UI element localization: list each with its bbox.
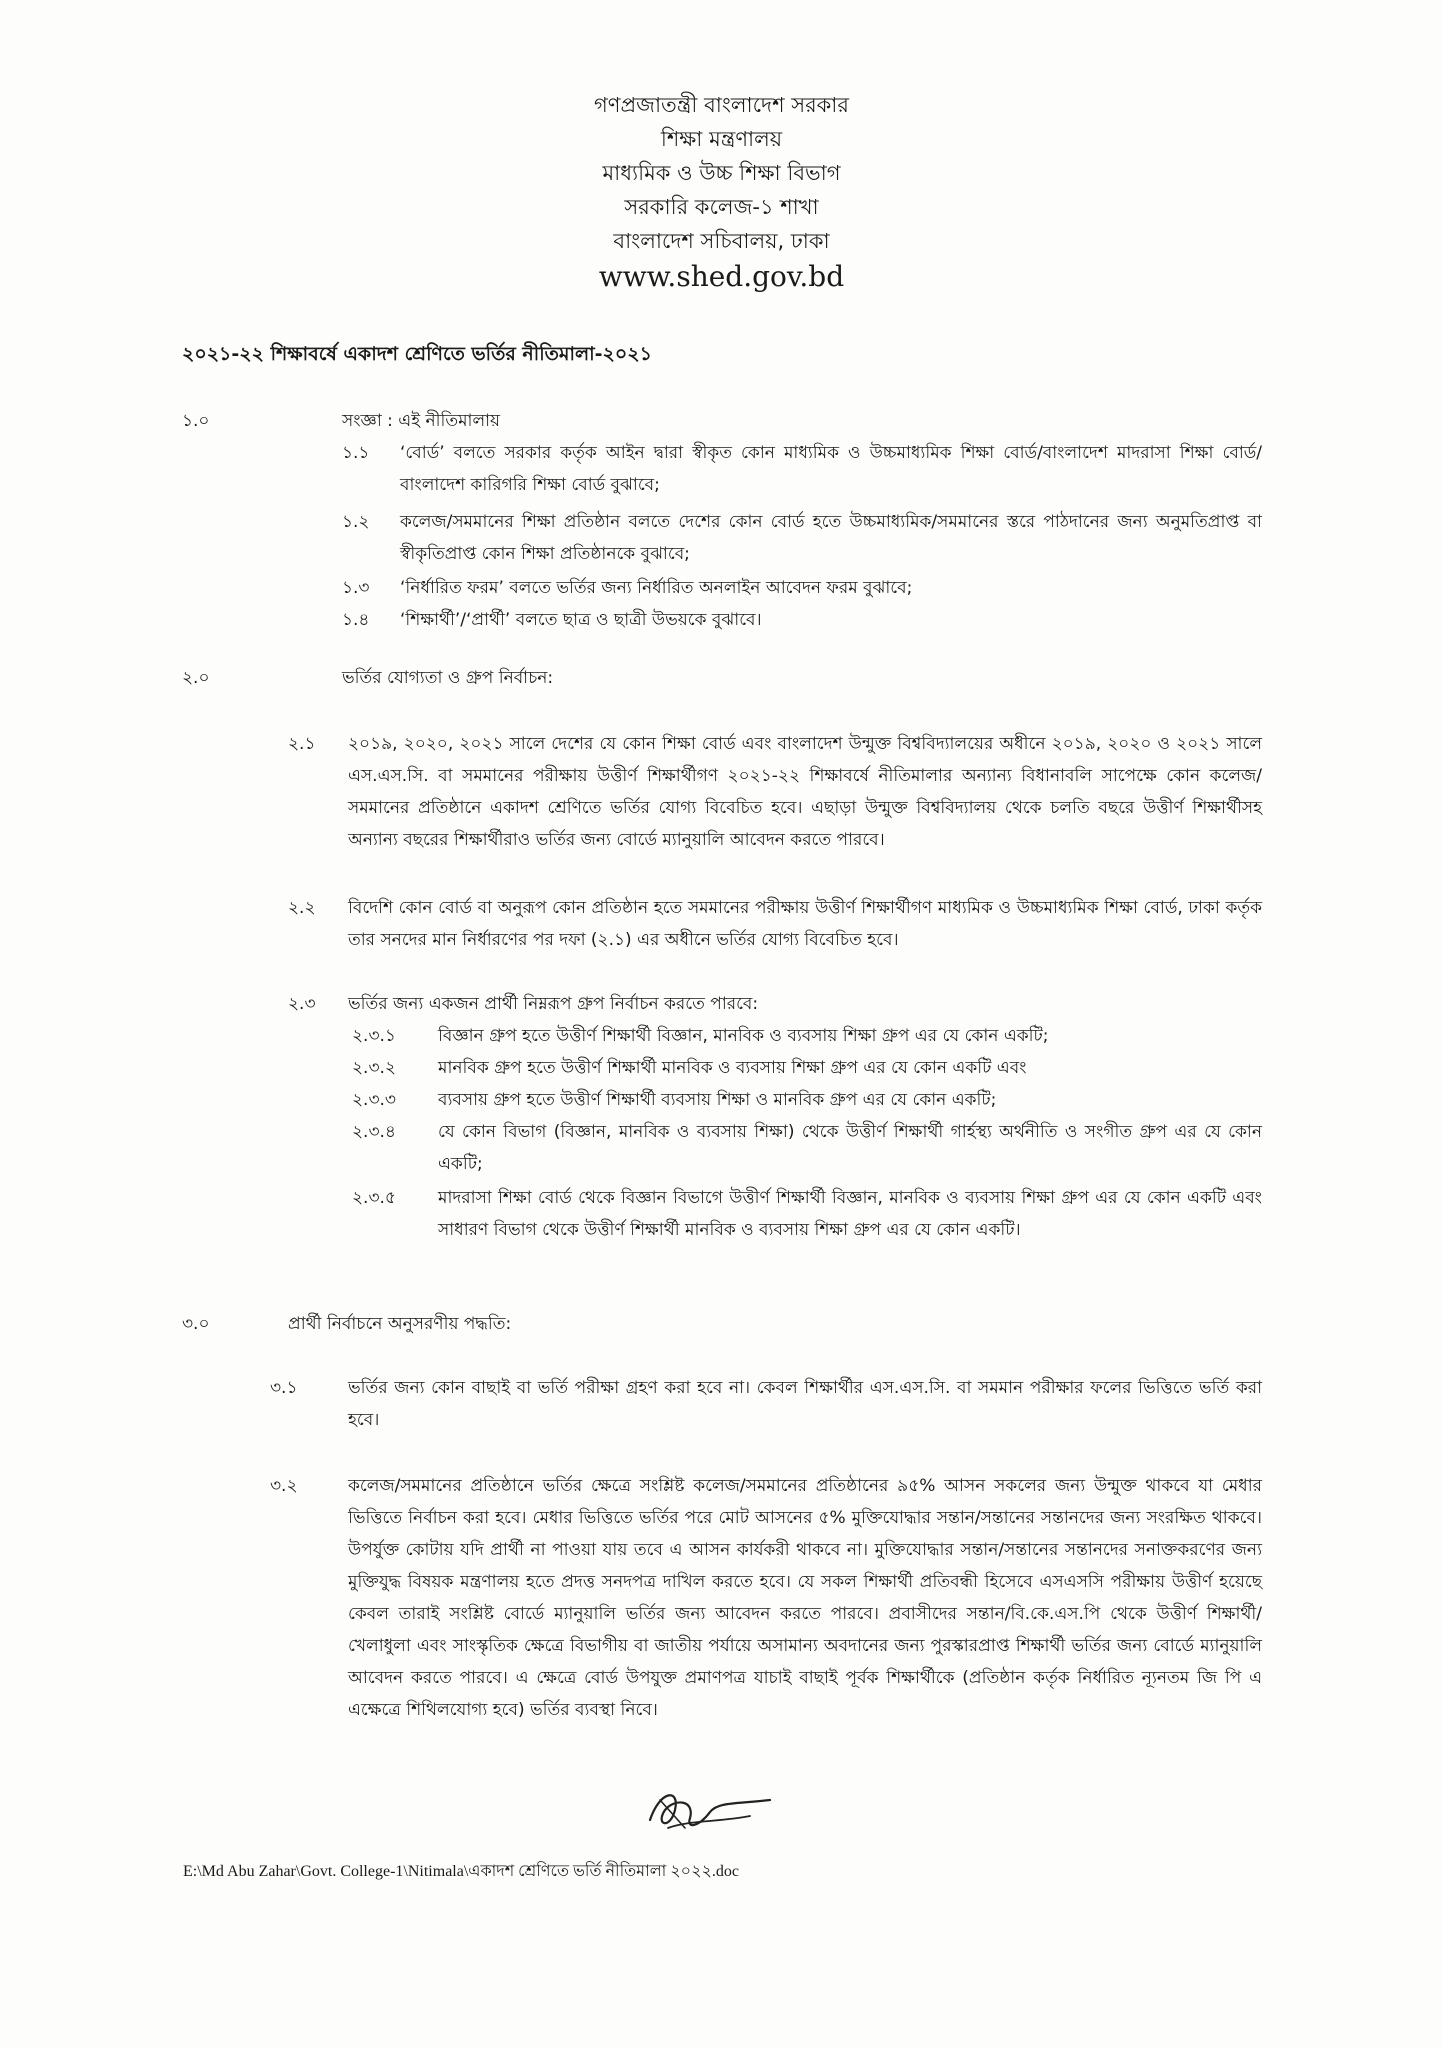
signature — [640, 1780, 780, 1844]
item-2-3-3-number: ২.৩.৩ — [352, 1090, 396, 1110]
item-1-4-text: ‘শিক্ষার্থী’/‘প্রার্থী’ বলতে ছাত্র ও ছাত্রী উভয়কে বুঝাবে। — [400, 610, 762, 630]
header-government: গণপ্রজাতন্ত্রী বাংলাদেশ সরকার — [594, 93, 849, 117]
section-1-number: ১.০ — [182, 411, 210, 431]
document-title: ২০২১-২২ শিক্ষাবর্ষে একাদশ শ্রেণিতে ভর্তির নীতিমালা-২০২১ — [182, 343, 652, 365]
header-address: বাংলাদেশ সচিবালয়, ঢাকা — [613, 229, 830, 253]
item-2-2-number: ২.২ — [288, 898, 316, 918]
header-website: www.shed.gov.bd — [598, 260, 845, 293]
item-1-2-number: ১.২ — [342, 512, 370, 532]
item-2-3-4-text: যে কোন বিভাগ (বিজ্ঞান, মানবিক ও ব্যবসায় শিক্ষা) থেকে উত্তীর্ণ শিক্ষার্থী গার্হস্থ্য অর্থনীতি ও সংগীত গ্রুপ এর যে কোন একটি; — [438, 1122, 1262, 1174]
section-2-heading: ভর্তির যোগ্যতা ও গ্রুপ নির্বাচন: — [342, 668, 554, 688]
item-1-1-text: ‘বোর্ড’ বলতে সরকার কর্তৃক আইন দ্বারা স্বীকৃত কোন মাধ্যমিক ও উচ্চমাধ্যমিক শিক্ষা বোর্ড/বাংলাদেশ মাদরাসা শিক্ষা বোর্ড/ বাংলাদেশ কারিগরি শিক্ষা বোর্ড বুঝাবে; — [400, 443, 1262, 495]
section-3-heading: প্রার্থী নির্বাচনে অনুসরণীয় পদ্ধতি: — [288, 1314, 512, 1334]
item-2-3-text: ভর্তির জন্য একজন প্রার্থী নিম্নরূপ গ্রুপ নির্বাচন করতে পারবে: — [348, 994, 759, 1014]
file-path-footer: E:\Md Abu Zahar\Govt. College-1\Nitimala\একাদশ শ্রেণিতে ভর্তি নীতিমালা ২০২২.doc — [183, 1863, 739, 1880]
item-3-1-text: ভর্তির জন্য কোন বাছাই বা ভর্তি পরীক্ষা গ্রহণ করা হবে না। কেবল শিক্ষার্থীর এস.এস.সি. বা সমমান পরীক্ষার ফলের ভিত্তিতে ভর্তি করা হবে। — [348, 1378, 1262, 1430]
item-3-1-number: ৩.১ — [270, 1378, 298, 1398]
item-2-3-1-number: ২.৩.১ — [352, 1026, 396, 1046]
header-ministry: শিক্ষা মন্ত্রণালয় — [660, 127, 783, 151]
item-2-3-2-text: মানবিক গ্রুপ হতে উত্তীর্ণ শিক্ষার্থী মানবিক ও ব্যবসায় শিক্ষা গ্রুপ এর যে কোন একটি এবং — [438, 1058, 1027, 1078]
item-1-4-number: ১.৪ — [342, 610, 370, 630]
section-3-number: ৩.০ — [182, 1314, 210, 1334]
item-3-2-text: কলেজ/সমমানের প্রতিষ্ঠানে ভর্তির ক্ষেত্রে সংশ্লিষ্ট কলেজ/সমমানের প্রতিষ্ঠানের ৯৫% আসন সকলের জন্য উন্মুক্ত থাকবে যা মেধার ভিত্তিতে নির্বাচন করা হবে। মেধার ভিত্তিতে ভর্তির পরে মোট আসনের ৫% মুক্তিযোদ্ধার সন্তান/সন্তানের সন্তানদের জন্য সংরক্ষিত থাকবে। উপর্যুক্ত কোটায় যদি প্রার্থী না পাওয়া যায় তবে এ আসন কার্যকরী থাকবে না। মুক্তিযোদ্ধার সন্তান/সন্তানের সন্তানদের সনাক্তকরণের জন্য মুক্তিযুদ্ধ বিষয়ক মন্ত্রণালয় হতে প্রদত্ত সনদপত্র দাখিল করতে হবে। যে সকল শিক্ষার্থী প্রতিবন্ধী হিসেবে এসএসসি পরীক্ষায় উত্তীর্ণ হয়েছে কেবল তারাই সংশ্লিষ্ট বোর্ডে ম্যানুয়ালি ভর্তির জন্য আবেদন করতে পারবে। প্রবাসীদের সন্তান/বি.কে.এস.পি থেকে উত্তীর্ণ শিক্ষার্থী/খেলাধুলা এবং সাংস্কৃতিক ক্ষেত্রে বিভাগীয় বা জাতীয় পর্যায়ে অসামান্য অবদানের জন্য পুরস্কারপ্রাপ্ত শিক্ষার্থী ভর্তির জন্য বোর্ডে ম্যানুয়ালি আবেদন করতে পারবে। এ ক্ষেত্রে বোর্ড উপযুক্ত প্রমাণপত্র যাচাই বাছাই পূর্বক শিক্ষার্থীকে (প্রতিষ্ঠান কর্তৃক নির্ধারিত ন্যূনতম জি পি এ এক্ষেত্রে শিথিলযোগ্য হবে) ভর্তির ব্যবস্থা নিবে। — [348, 1476, 1262, 1720]
item-2-1-number: ২.১ — [288, 734, 316, 754]
item-1-3-text: ‘নির্ধারিত ফরম’ বলতে ভর্তির জন্য নির্ধারিত অনলাইন আবেদন ফরম বুঝাবে; — [400, 578, 913, 598]
item-2-3-3-text: ব্যবসায় গ্রুপ হতে উত্তীর্ণ শিক্ষার্থী ব্যবসায় শিক্ষা ও মানবিক গ্রুপ এর যে কোন একটি; — [438, 1090, 997, 1110]
item-2-3-5-number: ২.৩.৫ — [352, 1188, 396, 1208]
item-1-1-number: ১.১ — [342, 443, 370, 463]
section-2-number: ২.০ — [182, 668, 210, 688]
item-2-2-text: বিদেশি কোন বোর্ড বা অনুরূপ কোন প্রতিষ্ঠান হতে সমমানের পরীক্ষায় উত্তীর্ণ শিক্ষার্থীগণ মাধ্যমিক ও উচ্চমাধ্যমিক শিক্ষা বোর্ড, ঢাকা কর্তৃক তার সনদের মান নির্ধারণের পর দফা (২.১) এর অধীনে ভর্তির যোগ্য বিবেচিত হবে। — [348, 898, 1262, 950]
item-2-3-5-text: মাদরাসা শিক্ষা বোর্ড থেকে বিজ্ঞান বিভাগে উত্তীর্ণ শিক্ষার্থী বিজ্ঞান, মানবিক ও ব্যবসায় শিক্ষা গ্রুপ এর যে কোন একটি এবং সাধারণ বিভাগ থেকে উত্তীর্ণ শিক্ষার্থী মানবিক ও ব্যবসায় শিক্ষা গ্রুপ এর যে কোন একটি। — [438, 1188, 1262, 1240]
item-1-2-text: কলেজ/সমমানের শিক্ষা প্রতিষ্ঠান বলতে দেশের কোন বোর্ড হতে উচ্চমাধ্যমিক/সমমানের স্তরে পাঠদানের জন্য অনুমতিপ্রাপ্ত বা স্বীকৃতিপ্রাপ্ত কোন শিক্ষা প্রতিষ্ঠানকে বুঝাবে; — [400, 512, 1262, 564]
item-1-3-number: ১.৩ — [342, 578, 370, 598]
header-division: মাধ্যমিক ও উচ্চ শিক্ষা বিভাগ — [602, 161, 841, 185]
item-2-3-number: ২.৩ — [288, 994, 316, 1014]
header-branch: সরকারি কলেজ-১ শাখা — [624, 195, 819, 219]
item-2-1-text: ২০১৯, ২০২০, ২০২১ সালে দেশের যে কোন শিক্ষা বোর্ড এবং বাংলাদেশ উন্মুক্ত বিশ্ববিদ্যালয়ের অধীনে ২০১৯, ২০২০ ও ২০২১ সালে এস.এস.সি. বা সমমানের পরীক্ষায় উত্তীর্ণ শিক্ষার্থীগণ ২০২১-২২ শিক্ষাবর্ষে নীতিমালার অন্যান্য বিধানাবলি সাপেক্ষে কোন কলেজ/সমমানের প্রতিষ্ঠানে একাদশ শ্রেণিতে ভর্তির যোগ্য বিবেচিত হবে। এছাড়া উন্মুক্ত বিশ্ববিদ্যালয় থেকে চলতি বছরে উত্তীর্ণ শিক্ষার্থীসহ অন্যান্য বছরের শিক্ষার্থীরাও ভর্তির জন্য বোর্ডে ম্যানুয়ালি আবেদন করতে পারবে। — [348, 734, 1262, 850]
section-1-heading: সংজ্ঞা : এই নীতিমালায় — [342, 411, 501, 431]
item-2-3-4-number: ২.৩.৪ — [352, 1122, 396, 1142]
item-2-3-1-text: বিজ্ঞান গ্রুপ হতে উত্তীর্ণ শিক্ষার্থী বিজ্ঞান, মানবিক ও ব্যবসায় শিক্ষা গ্রুপ এর যে কোন একটি; — [438, 1026, 1049, 1046]
item-3-2-number: ৩.২ — [270, 1476, 298, 1496]
item-2-3-2-number: ২.৩.২ — [352, 1058, 396, 1078]
